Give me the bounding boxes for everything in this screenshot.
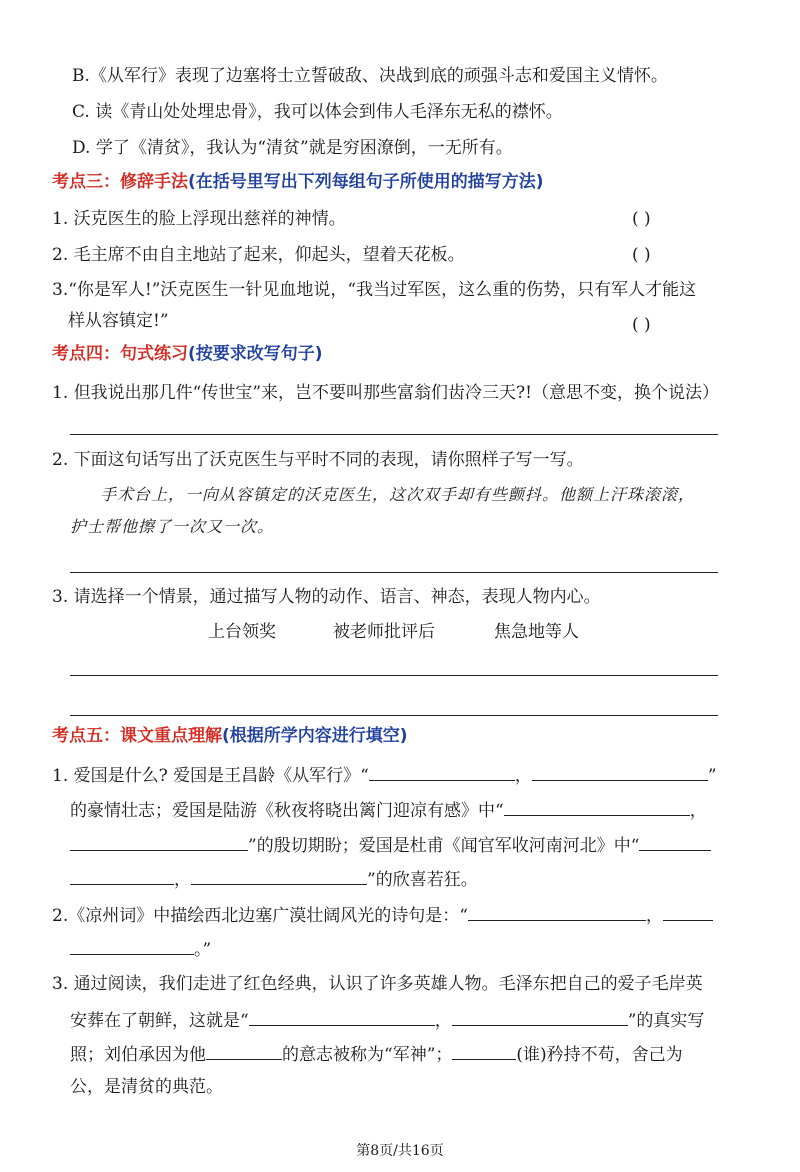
text-segment: (谁)矜持不苟，舍己为 <box>516 1045 683 1065</box>
fill-blank[interactable] <box>369 762 515 781</box>
text-segment: 安葬在了朝鲜，这就是“ <box>70 1011 249 1031</box>
option-c: C. 读《青山处处埋忠骨》，我可以体会到伟人毛泽东无私的襟怀。 <box>72 102 563 122</box>
sec3-question-1: 1. 沃克医生的脸上浮现出慈祥的神情。 <box>52 209 346 229</box>
section-3-desc: (在括号里写出下列每组句子所使用的描写方法) <box>188 172 544 192</box>
fill-blank[interactable] <box>452 1007 628 1026</box>
text-segment: 1. 爱国是什么? 爱国是王昌龄《从军行》“ <box>52 766 369 786</box>
sec3-answer-paren-2[interactable]: ( ) <box>632 245 651 265</box>
sec5-q3-line1: 3. 通过阅读，我们走进了红色经典，认识了许多英雄人物。毛泽东把自己的爱子毛岸英 <box>52 974 703 994</box>
section-5-heading <box>52 724 408 748</box>
option-b: B.《从军行》表现了边塞将士立誓破敌、决战到底的顽强斗志和爱国主义情怀。 <box>72 66 668 86</box>
sec3-answer-paren-3[interactable]: ( ) <box>632 315 651 335</box>
section-4-heading <box>52 342 323 366</box>
text-segment: 。” <box>194 940 212 960</box>
text-segment: 照；刘伯承因为他 <box>70 1045 206 1065</box>
sec5-q1-line3 <box>70 832 711 858</box>
fill-blank[interactable] <box>70 936 194 955</box>
sec5-q1-line2 <box>70 797 707 823</box>
text-segment: ， <box>514 766 532 786</box>
fill-blank[interactable] <box>663 902 713 921</box>
section-3-heading <box>52 170 544 194</box>
text-segment: 2.《凉州词》中描绘西北边塞广漠壮阔风光的诗句是：“ <box>52 906 468 926</box>
sec5-q3-line4: 公，是清贫的典范。 <box>70 1077 223 1097</box>
text-segment: ”的真实写 <box>627 1011 705 1031</box>
fill-blank[interactable] <box>70 866 174 885</box>
fill-blank[interactable] <box>639 832 711 851</box>
fill-blank[interactable] <box>452 1041 516 1060</box>
text-segment: ”的殷切期盼；爱国是杜甫《闻官军收河南河北》中“ <box>248 836 640 856</box>
section-4-desc: (按要求改写句子) <box>188 344 323 364</box>
scene-option-1: 上台领奖 <box>208 622 276 642</box>
option-d: D. 学了《清贫》，我认为“清贫”就是穷困潦倒，一无所有。 <box>72 138 513 158</box>
sec5-q2-line2 <box>70 936 211 962</box>
answer-line[interactable] <box>70 675 718 676</box>
fill-blank[interactable] <box>191 866 367 885</box>
section-3-key: 考点三：修辞手法 <box>52 172 188 192</box>
sec4-question-2: 2. 下面这句话写出了沃克医生与平时不同的表现，请你照样子写一写。 <box>52 450 584 470</box>
text-segment: ， <box>689 801 707 821</box>
sec4-question-3: 3. 请选择一个情景，通过描写人物的动作、语言、神态，表现人物内心。 <box>52 587 601 607</box>
answer-line[interactable] <box>70 572 718 573</box>
sec3-answer-paren-1[interactable]: ( ) <box>632 209 651 229</box>
section-5-desc: (根据所学内容进行填空) <box>222 726 408 746</box>
answer-line[interactable] <box>70 715 718 716</box>
fill-blank[interactable] <box>504 797 690 816</box>
text-segment: ， <box>645 906 663 926</box>
text-segment: 的豪情壮志；爱国是陆游《秋夜将晓出篱门迎凉有感》中“ <box>70 801 504 821</box>
fill-blank[interactable] <box>70 832 248 851</box>
text-segment: ， <box>174 870 191 890</box>
text-segment: ”的欣喜若狂。 <box>367 870 478 890</box>
sec3-question-3-line1: 3.“你是军人!”沃克医生一针见血地说，“我当过军医，这么重的伤势，只有军人才能这 <box>52 280 697 300</box>
scene-option-2: 被老师批评后 <box>333 622 435 642</box>
page-number: 第8页/共16页 <box>356 1143 444 1159</box>
scene-option-3: 焦急地等人 <box>494 622 579 642</box>
sec5-q3-line3 <box>70 1041 683 1067</box>
example-sentence-line1: 手术台上，一向从容镇定的沃克医生，这次双手却有些颤抖。他额上汗珠滚滚， <box>100 485 696 504</box>
fill-blank[interactable] <box>249 1007 435 1026</box>
sec4-question-1: 1. 但我说出那几件“传世宝”来，岂不要叫那些富翁们齿冷三天?!（意思不变，换个说法） <box>52 383 719 403</box>
text-segment: ， <box>434 1011 452 1031</box>
sec5-q1-line1 <box>52 762 717 788</box>
section-4-key: 考点四：句式练习 <box>52 344 188 364</box>
sec5-q3-line2 <box>70 1007 704 1033</box>
fill-blank[interactable] <box>532 762 708 781</box>
text-segment: ” <box>707 766 717 786</box>
answer-line[interactable] <box>70 434 718 435</box>
sec3-question-3-line2: 样从容镇定!” <box>68 311 169 331</box>
fill-blank[interactable] <box>206 1041 282 1060</box>
text-segment: 的意志被称为“军神”； <box>282 1045 453 1065</box>
sec5-q1-line4 <box>70 866 478 892</box>
example-sentence-line2: 护士帮他擦了一次又一次。 <box>70 517 275 536</box>
sec5-q2-line1 <box>52 902 713 928</box>
fill-blank[interactable] <box>468 902 646 921</box>
sec3-question-2: 2. 毛主席不由自主地站了起来，仰起头，望着天花板。 <box>52 245 465 265</box>
section-5-key: 考点五：课文重点理解 <box>52 726 222 746</box>
